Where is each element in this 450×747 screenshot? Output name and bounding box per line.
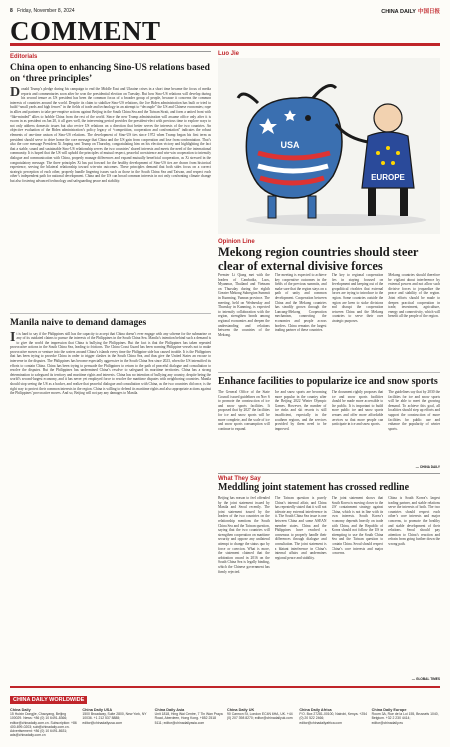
network-col-beijing	[10, 708, 78, 737]
meddling-col-1: Beijing has reason to feel offended by the joint statement issued by Manila and Seoul recently. The joint statement issued by the leaders of the two countries on the relationship mentions the South China Sea and the Taiwan question, saying that the two countries will strengthen cooperation on maritime security and oppose any unilateral attempt to change the status quo by force or coercion. What is more, the statement claimed that the arbitration award in 2016 on the South China Sea is legally binding, which the Chinese government has firmly rejected.	[218, 496, 270, 574]
network-col-text: 90 Cannon St, London EC4N 6HA, UK. +44 (0) 207 398 8270; editor@chinadailyuk.com	[226, 712, 293, 721]
editorial-headline-1: China open to enhancing Sino-US relations based on ‘three principles’	[10, 63, 210, 84]
dropcap-2: I	[10, 331, 16, 345]
network-col-asia	[155, 708, 223, 737]
network-col-europe	[372, 708, 440, 737]
top-bar	[10, 6, 440, 16]
network-col-text: 1500 Broadway, Suite 2800, New York, NY 10036. +1 212 537 8888; editor@chinadailyusa.com	[82, 712, 147, 725]
network-col-text: 15 Huixin Dongjie, Chaoyang, Beijing 100029. News: +86 (0) 10 6491-8366; editor@chinadaily.com.cn. Subscription: +86 400-699-0203; sub@chinadaily.com.cn. Advertisement: +86 (0) 10 6491-8631; ads@chinadaily.com.cn	[10, 712, 77, 738]
meddling-col-3: The joint statement shows that South Korea is moving closer to the US’ containment strategy against China, which is not in line with its own interests. South Korea’s economy depends heavily on trade with China, and the Republic of Korea should not follow the US in attempting to use the South China Sea and the Taiwan question to contain China. Seoul should respect China’s core interests and major concerns.	[331, 496, 384, 556]
page-number: 8	[10, 8, 13, 14]
network-col-head: China Daily USA	[82, 708, 113, 712]
brand-name-cn: 中国日报	[417, 9, 440, 15]
network-col-text: Room 3A, Rue de la Loi 155, Brussels 1040, Belgium. +32 2 230 4414; editor@chinadaily.eu	[371, 712, 439, 725]
europe-label: EUROPE	[371, 173, 405, 182]
editorial-body-1	[10, 87, 211, 309]
enhance-col-4: The guidelines say that by 2030 the facilities for ice and snow sports will be able to meet the growing demand. To achieve this goal, all localities should step up efforts and support the construction of more facilities for public use and enhance the popularity of winter sports.	[388, 390, 440, 431]
meddling-col-2: The Taiwan question is purely China’s internal affair, and China has repeatedly stated that it will not tolerate any external interference in it. The South China Sea issue is one between China and some ASEAN member states. China and the Philippines have reached a consensus to properly handle their differences through dialogue and consultation. The joint statement is a blatant interference in China’s internal affairs and undermines regional peace and stability.	[274, 496, 327, 560]
network-col-usa	[82, 708, 150, 737]
editorial-headline-2: Manila naive to demand damages	[10, 313, 211, 329]
enhance-headline: Enhance facilities to popularize ice and snow sports	[218, 372, 440, 387]
enhance-col-2: Ice and snow sports are becoming more popular in the country after the Beijing 2022 Winter Olympic Games. However, the number of ice rinks and ski resorts is still insufficient, especially in the southern regions, and the services provided by them need to be improved.	[274, 390, 327, 431]
mekong-headline: Mekong region countries should steer clear of external divisive forces	[218, 245, 419, 273]
network-col-head: China Daily UK	[226, 708, 255, 712]
editorial-body-2	[10, 332, 211, 560]
network-col-uk	[227, 708, 295, 737]
date: Friday, November 8, 2024	[17, 8, 75, 14]
editorial-text-1: onald Trump’s pledge during his campaign to end the Middle East and Ukraine crises in a short time became the focus of media reports and commentaries soon after he won the presidential election on Tuesday. But how Sino-US relations will develop during his second tenure as US president has been the common focus of a broader group of people, because it concerns the common interests of countries around the world. Despite its claim to stabilize Sino-US relations, the Joe Biden administration has built or tried to build “small yards and high fences” in the fields of trade and technology in an attempt to “decouple” the US and Chinese economies; rope in allies and partners to take pre-emptive actions against Beijing in the South China Sea and the Taiwan Strait, and form a united front with “like-minded” allies to hobble China from the rest of the world. Since the new Trump administration will assume office only after it is sworn in as president on Jan 20, it all goes well, the intervening period provides the president-elect with precious time to explore ways to not only address domestic issues but also revive US relations on a direction that better serves the interests of the two countries. An objective evaluation of the Biden administration’s policy legacy of “competition, cooperation and confrontation” indicates the robust elements of one-time unison of Sino-US relations. The development of Sino-US ties since 1972 when Trump began his first term as president should serve to drive home the core message that China and the US gain from cooperation and lose from confrontation. That’s also the core message President Xi Jinping sent Trump on Thursday, congratulating him on his election victory and highlighting the fact that a stable, sound and sustainable Sino-US relationship serves the two countries’ shared interests and meets the need of the international community. It is hoped that the US will uphold the principles of mutual respect, peaceful coexistence and win-win cooperation to intensify dialogue and communication with China, properly manage differences and expand mutually beneficial cooperation, as Xi stressed in the congratulatory message. The three principles Xi has put forward for the healthy development of Sino-US ties are drawn from historical experience, serving the bilateral relationship toward win-win outcomes. These principles demand that both sides focus on a correct strategic perception of each other, properly handle lingering issues such as those in the South China Sea and Taiwan, and respect each other’s independent path for national development. China and the US can broad common interests in not only confronting climate change but also fostering advanced technology and safeguarding peace and stability.	[10, 87, 211, 183]
china-daily-worldwide	[10, 686, 440, 738]
network-col-text: P.O. Box 27281-00100, Nairobi, Kenya. +254 (0) 20 522 2466; editor@chinadailyafrica.com	[299, 712, 368, 725]
enhance-body	[218, 390, 440, 470]
usa-label: USA	[280, 140, 300, 150]
page-info	[10, 8, 75, 14]
meddling-col-4: China is South Korea’s largest trading partner, and stable relations serve the interests of both. The two countries should respect each other’s core interests and major concerns, to promote the healthy and stable development of their relations. Seoul should pay attention to China’s reaction and refrain from going further down the wrong path.	[388, 496, 440, 546]
editorial-text-2: t is hard to say if the Philippines still has the capacity to accept that China doesn’t ever engage with any scheme for the submarine or any of its outdated claims to pursue the interests of the Philippines in the South China Sea. Manila’s intention behind such a demand is to give the world the impression that China is bullying the Philippines. But the fact is that the Philippines has taken repeated provocative actions in the South China Sea, leading to frictions. The China Coast Guard has been warning Philippine vessels not to make provocative moves or venture into the waters around China’s islands every time the Philippine side has caused trouble. It is the Philippines that has been trying to provoke China in order to trigger clashes in the South China Sea, and thus give the United States an excuse to intervene in the disputes. The Philippines has become especially aggressive in the South China Sea since 2023, when the US intensified its efforts to contain China. China has been trying to persuade the Philippines to return to the path of peaceful dialogue and consultation to resolve the disputes. But the Philippines has undermined China’s resolve to safeguard its maritime territories. China has a strong determination to safeguard its territory and maritime rights and interests. China has no intention of bullying any country, despite being the world’s second-largest economy, and it has never yet employed force to resolve the maritime disputes with neighboring countries. Manila should stop seeing the US as a backer, and realize that peaceful dialogue and consultation with China, as the two countries did once, is the right way to protect their common interests in the region. China is willing to defend its maritime rights and also appropriate actions against the Philippines’ provocative moves. And so, Beijing will not pay any damages to Manila.	[10, 331, 211, 396]
network-col-head: China Daily Africa	[299, 708, 332, 712]
section-title: COMMENT	[10, 16, 161, 46]
mekong-col-1: Premier Li Qiang met with the leaders of Cambodia, Laos, Myanmar, Thailand and Vietnam on Thursday during the eighth Greater Mekong Subregion Summit in Kunming, Yunnan province. The meeting, held on Wednesday and Thursday in Kunming, is expected to intensify collaboration with the region, strengthen bonds among regional economies and deepen the understanding and relations between the countries of the Mekong.	[218, 273, 270, 337]
brand-name: CHINA DAILY	[381, 9, 416, 15]
meddling-body	[218, 496, 440, 682]
enhance-signature: — CHINA DAILY	[415, 465, 440, 469]
network-title: CHINA DAILY WORLDWIDE	[10, 696, 87, 704]
cartoon-illustration	[218, 58, 440, 234]
what-they-say-label: What They Say	[218, 473, 440, 482]
meddling-headline: Meddling joint statement has crossed redline	[218, 482, 410, 493]
editorials-column	[10, 51, 211, 560]
enhance-col-1: The General Office of the State Council issued guidelines on Nov 6 to promote the construction of ice and snow sports facilities. It proposed that by 2027 the facilities for ice and snow sports will be more complete, and the scale of ice and snow sports consumption will continue to expand.	[218, 390, 270, 431]
network-col-head: China Daily Europe	[371, 708, 407, 712]
editorial-cartoon	[218, 58, 440, 234]
network-columns	[10, 708, 440, 737]
dropcap-1: D	[10, 87, 21, 100]
network-col-text: Unit 1818, Hing Wai Centre, 7 Tin Wan Praya Road, Aberdeen, Hong Kong. +852 2518 5111; editor@chinadailyasia.com	[154, 712, 223, 725]
brand-logo	[381, 7, 440, 15]
editorials-label: Editorials	[10, 51, 211, 60]
network-col-head: China Daily	[10, 708, 31, 712]
meddling-signature: — GLOBAL TIMES	[411, 677, 440, 681]
mekong-col-2: The meeting is expected to achieve key cooperative outcomes in the fields of the previous summits, and make sure that the region stays on a path of unity and common development. Cooperation between China and the Mekong countries has steadily grown through the Lancang-Mekong Cooperation mechanism, connecting the economies and people across borders. China remains the largest trading partner of these countries.	[274, 273, 327, 333]
enhance-col-4-wrap	[388, 390, 440, 470]
cartoon-byline: Luo Jie	[218, 51, 240, 57]
network-col-africa	[299, 708, 367, 737]
masthead	[10, 16, 440, 46]
network-col-head: China Daily Asia	[154, 708, 185, 712]
mekong-col-3: The key to regional cooperation lies in staying focused on development and keeping out of the geopolitical rivalries that external forces are trying to introduce to the region. Some countries outside the region are keen to stoke divisions and disrupt the cooperation between China and the Mekong countries to serve their own strategic purposes.	[331, 273, 384, 323]
mekong-col-4: Mekong countries should therefore be vigilant about interference by external powers and not allow such divisive forces to jeopardize the peace and stability of the region. Joint efforts should be made to deepen practical cooperation in trade, investment, agriculture, energy and connectivity, which will benefit all the people of the region.	[388, 273, 440, 319]
enhance-col-3: The document rightly proposes that ice and snow sports facilities should be made more accessible to the public. It is important to build more public ice and snow sports venues and offer more affordable services so that more people can participate in ice and snow sports.	[331, 390, 384, 427]
mekong-body	[218, 273, 440, 369]
opinion-line-label: Opinion Line	[218, 239, 255, 245]
meddling-col-4-wrap	[388, 496, 440, 682]
